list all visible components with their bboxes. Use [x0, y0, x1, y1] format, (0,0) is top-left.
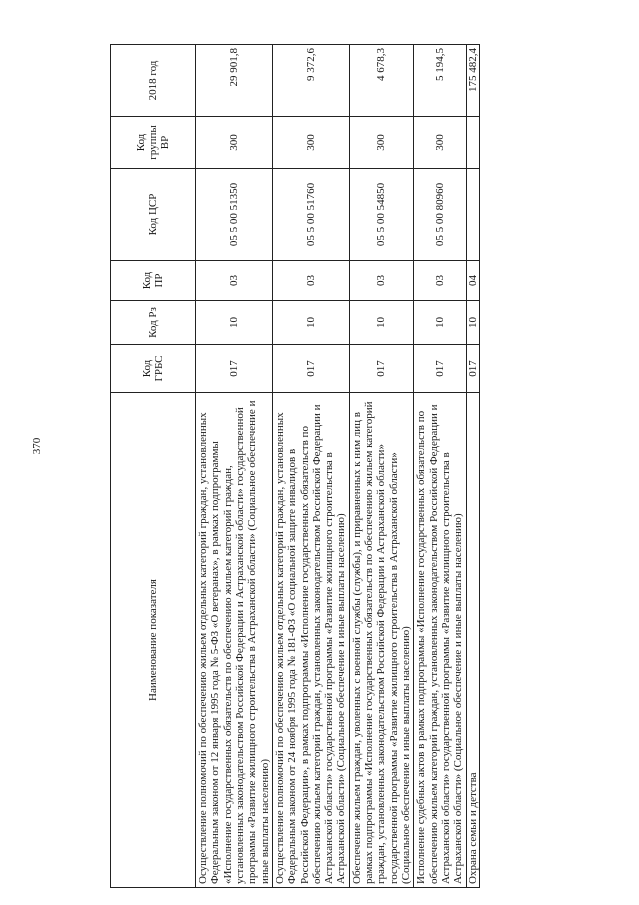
- header-pr: Код ПР: [111, 261, 196, 301]
- row-rz: 10: [414, 301, 466, 345]
- header-year: 2018 год: [111, 45, 196, 117]
- row-pr: 03: [414, 261, 466, 301]
- row-name: Осуществление полномочий по обеспечению жильем отдельных категорий граждан, установленных Федеральным законом от 24 ноября 1995 года № 181-ФЗ «О социальной защите инвалидов в Российской Федерации», в рамках подпрограммы «Исполнение государственных обязательств по обеспечению жильем категорий граждан, установленных законодательством Российской Федерации и Астраханской области» государственной программы «Развитие жилищного строительства в Астраханской области» (Социальное обеспечение и иные выплаты населению): [272, 393, 349, 888]
- row-csr: 05 5 00 51350: [196, 169, 273, 261]
- rotated-page-content: [110, 45, 516, 888]
- row-pr: 03: [349, 261, 414, 301]
- row-grbs: 017: [414, 345, 466, 393]
- row-rz: 10: [196, 301, 273, 345]
- row-vr: 300: [414, 117, 466, 169]
- row-vr: 300: [349, 117, 414, 169]
- budget-table: [110, 44, 480, 888]
- row-csr: 05 5 00 54850: [349, 169, 414, 261]
- table-header-row: [111, 45, 196, 888]
- row-csr: [466, 169, 479, 261]
- header-name: Наименование показателя: [111, 393, 196, 888]
- table-row: [414, 45, 466, 888]
- row-pr: 03: [196, 261, 273, 301]
- row-name: Исполнение судебных актов в рамках подпрограммы «Исполнение государственных обязательств по обеспечению жильем категорий граждан, установленных законодательством Российской Федерации и Астраханской области» государственной программы «Развитие жилищного строительства в Астраханской области» (Социальное обеспечение и иные выплаты населению): [414, 393, 466, 888]
- row-amount: 29 901,8: [196, 45, 273, 117]
- header-grbs: Код ГРБС: [111, 345, 196, 393]
- row-amount: 9 372,6: [272, 45, 349, 117]
- row-rz: 10: [349, 301, 414, 345]
- row-pr: 04: [466, 261, 479, 301]
- row-csr: 05 5 00 51760: [272, 169, 349, 261]
- header-rz: Код Рз: [111, 301, 196, 345]
- table-row: [349, 45, 414, 888]
- row-pr: 03: [272, 261, 349, 301]
- header-csr: Код ЦСР: [111, 169, 196, 261]
- row-grbs: 017: [272, 345, 349, 393]
- row-grbs: 017: [349, 345, 414, 393]
- table-row: [272, 45, 349, 888]
- row-rz: 10: [466, 301, 479, 345]
- header-vr: Код группы ВР: [111, 117, 196, 169]
- row-grbs: 017: [196, 345, 273, 393]
- page-number: 370: [31, 437, 43, 455]
- row-name: Охрана семьи и детства: [466, 393, 479, 888]
- row-amount: 175 482,4: [466, 45, 479, 117]
- row-vr: 300: [272, 117, 349, 169]
- row-vr: [466, 117, 479, 169]
- row-amount: 4 678,3: [349, 45, 414, 117]
- row-name: Осуществление полномочий по обеспечению жильем отдельных категорий граждан, установленных Федеральным законом от 12 января 1995 года № 5-ФЗ «О ветеранах», в рамках подпрограммы «Исполнение государственных обязательств по обеспечению жильем категорий граждан, установленных законодательством Российской Федерации и Астраханской области» государственной программы «Развитие жилищного строительства в Астраханской области» (Социальное обеспечение и иные выплаты населению): [196, 393, 273, 888]
- row-rz: 10: [272, 301, 349, 345]
- table-row: [196, 45, 273, 888]
- table-row: [466, 45, 479, 888]
- row-csr: 05 5 00 80960: [414, 169, 466, 261]
- row-vr: 300: [196, 117, 273, 169]
- row-name: Обеспечение жильем граждан, уволенных с военной службы (службы), и приравненных к ним лиц в рамках подпрограммы «Исполнение государственных обязательств по обеспечению жильем категорий граждан, установленных законодательством Российской Федерации и Астраханской области» государственной программы «Развитие жилищного строительства в Астраханской области» (Социальное обеспечение и иные выплаты населению): [349, 393, 414, 888]
- row-amount: 5 194,5: [414, 45, 466, 117]
- row-grbs: 017: [466, 345, 479, 393]
